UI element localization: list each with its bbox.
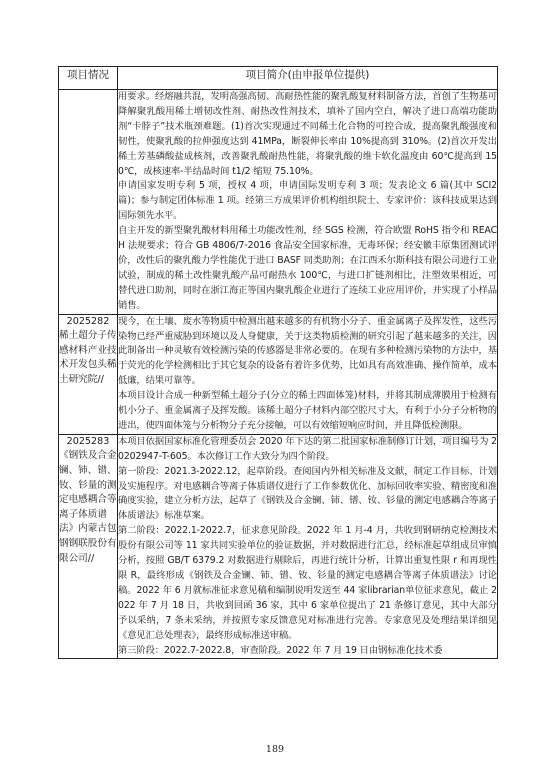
row1-left-cell bbox=[59, 90, 118, 315]
table-row bbox=[59, 434, 498, 659]
row2-left-cell bbox=[59, 314, 118, 434]
header-project-summary: 项目简介(由申报单位提供) bbox=[118, 67, 498, 90]
row3-project-code: 2025283 bbox=[66, 435, 110, 447]
row3-paragraph-4: 第三阶段：2022.7-2022.8，审查阶段。2022 年 7 月 19 日由钢标准化技术委 bbox=[118, 644, 443, 656]
row3-paragraph-3: 第二阶段：2022.1-2022.7，征求意见阶段。2022 年 1 月-4 月，共收到钢研纳克检测技术股份有限公司等 11 家共同实验单位的验证数据，并对数据进行汇总，经标准起草组成员审慎分析，按照 GB/T 6379.2 对数据进行剔除后，再进行统计分析，计算出重复性限 r 和再现性限 R，最终形成《钢铁及合金镧、铈、镨、钕、钐量的测定电感耦合等离子体质谱法》讨论稿。2022 年 6 月就标准征求意见稿和编制说明发送至 44 家librarian单位征求意见，截止 2022 年 7 月 18 日，共收到回函 36 家，其中 6 家单位提出了 21 条修订意见，其中大部分予以采纳，7 条未采纳，并按照专家反馈意见对标准进行完善。专家意见及处理结果详细见《意见汇总处理表》，最终形成标准送审稿。 bbox=[118, 525, 497, 641]
project-table bbox=[58, 66, 498, 659]
row1-paragraph-3: 自主开发的新型聚乳酸材料用稀土功能改性剂，经 SGS 检测，符合欧盟 RoHS 指令和 REACH 法规要求；符合 GB 4806/7-2016 食品安全国家标准，无毒环保；经安徽丰原集团测试评价，改性后的聚乳酸力学性能优于进口 BASF 同类助剂；在江西禾尔斯科技有限公司进行工业试验，制成的稀土改性聚乳酸产品可耐热水 100℃，与进口扩链剂相比，注塑效果相近，可替代进口助剂，同时在浙江海正等国内聚乳酸企业进行了连续工业应用评价，并实现了小样品销售。 bbox=[118, 225, 497, 311]
header-project-status: 项目情况 bbox=[59, 67, 118, 90]
row3-paragraph-2: 第一阶段：2021.3-2022.12，起草阶段。查阅国内外相关标准及文献，制定工作目标、计划及实施程序。对电感耦合等离子体质谱仪进行了工作参数优化、加标回收率实验、精密度和准确度实验，建立分析方法，起草了《钢铁及合金镧、铈、镨、钕、钐量的测定电感耦合等离子体质谱法》标准草案。 bbox=[118, 465, 497, 522]
row2-summary-cell bbox=[118, 314, 498, 434]
row3-project-name: 《钢铁及合金 镧、铈、镨、钕、钐量的测定电感耦合等离子体质谱法》内蒙古包钢钢联股份有限公司// bbox=[59, 450, 117, 564]
row2-project-code: 2025282 bbox=[66, 315, 110, 327]
row1-paragraph-2: 申请国家发明专利 5 项，授权 4 项，申请国际发明专利 3 项；发表论文 6 篇(其中 SCI2 篇)；参与制定团体标准 1 项。经第三方成果评价机构组织院士、专家评价：该科技成果达到国际领先水平。 bbox=[118, 180, 497, 222]
row2-paragraph-2: 本项目设计合成一种新型稀土超分子(分立的稀土四面体笼)材料，并将其制成薄膜用于检测有机小分子、重金属离子及挥发酸。该稀土超分子材料内部空腔尺寸大，有利于小分子分析物的进出，使四面体笼与分析物分子充分接触，可以有效缩短响应时间，并且降低检测限。 bbox=[118, 390, 497, 431]
row3-paragraph-1: 本项目依据国家标准化管理委员会 2020 年下达的第二批国家标准制修订计划，项目编号为 20202947-T-605。本次修订工作大致分为四个阶段。 bbox=[118, 435, 497, 462]
row2-paragraph-1: 现今，在土壤、废水等物质中检测出越来越多的有机物小分子、重金属离子及挥发性，这些污染物已经严重威胁到环境以及人身健康，关于这类物质检测的研究引起了越来越多的关注，因此制备出一种灵敏有效检测污染的传感器是非常必要的。在现有多种检测污染物的方法中，基于荧光的化学检测相比于其它复杂的设备有着许多优势，比如具有高效准确、操作简单，成本低廉，结果可靠等。 bbox=[118, 315, 497, 387]
table-row bbox=[59, 314, 498, 434]
table-header-row bbox=[59, 67, 498, 90]
table-row bbox=[59, 90, 498, 315]
row3-left-cell bbox=[59, 434, 118, 659]
row1-paragraph-1: 用要求。经熔融共混，发明高强高韧、高耐热性能的聚乳酸复材料制备方法，首创了生物基可降解聚乳酸用稀土增韧改性剂、耐热改性剂技术，填补了国内空白，解决了进口高端功能助剂“卡脖子”技术瓶颈难题。(1)首次实现通过不同稀土化合物的可控合成，提高聚乳酸强度和韧性，使聚乳酸的拉伸强度达到 41MPa，断裂伸长率由 10%提高到 310%。(2)首次开发出稀土芳基磷酸盐成核剂，改善聚乳酸耐热性能，将聚乳酸的维卡软化温度由 60℃提高到 150℃，成核速率-半结晶时间 t1/2 缩短 75.10%。 bbox=[118, 91, 497, 177]
row3-summary-cell bbox=[118, 434, 498, 659]
page-number: 189 bbox=[265, 744, 285, 755]
row1-summary-cell bbox=[118, 90, 498, 315]
row2-project-name: 稀土超分子传感材料产业技术开发包头稀土研究院// bbox=[59, 330, 117, 385]
